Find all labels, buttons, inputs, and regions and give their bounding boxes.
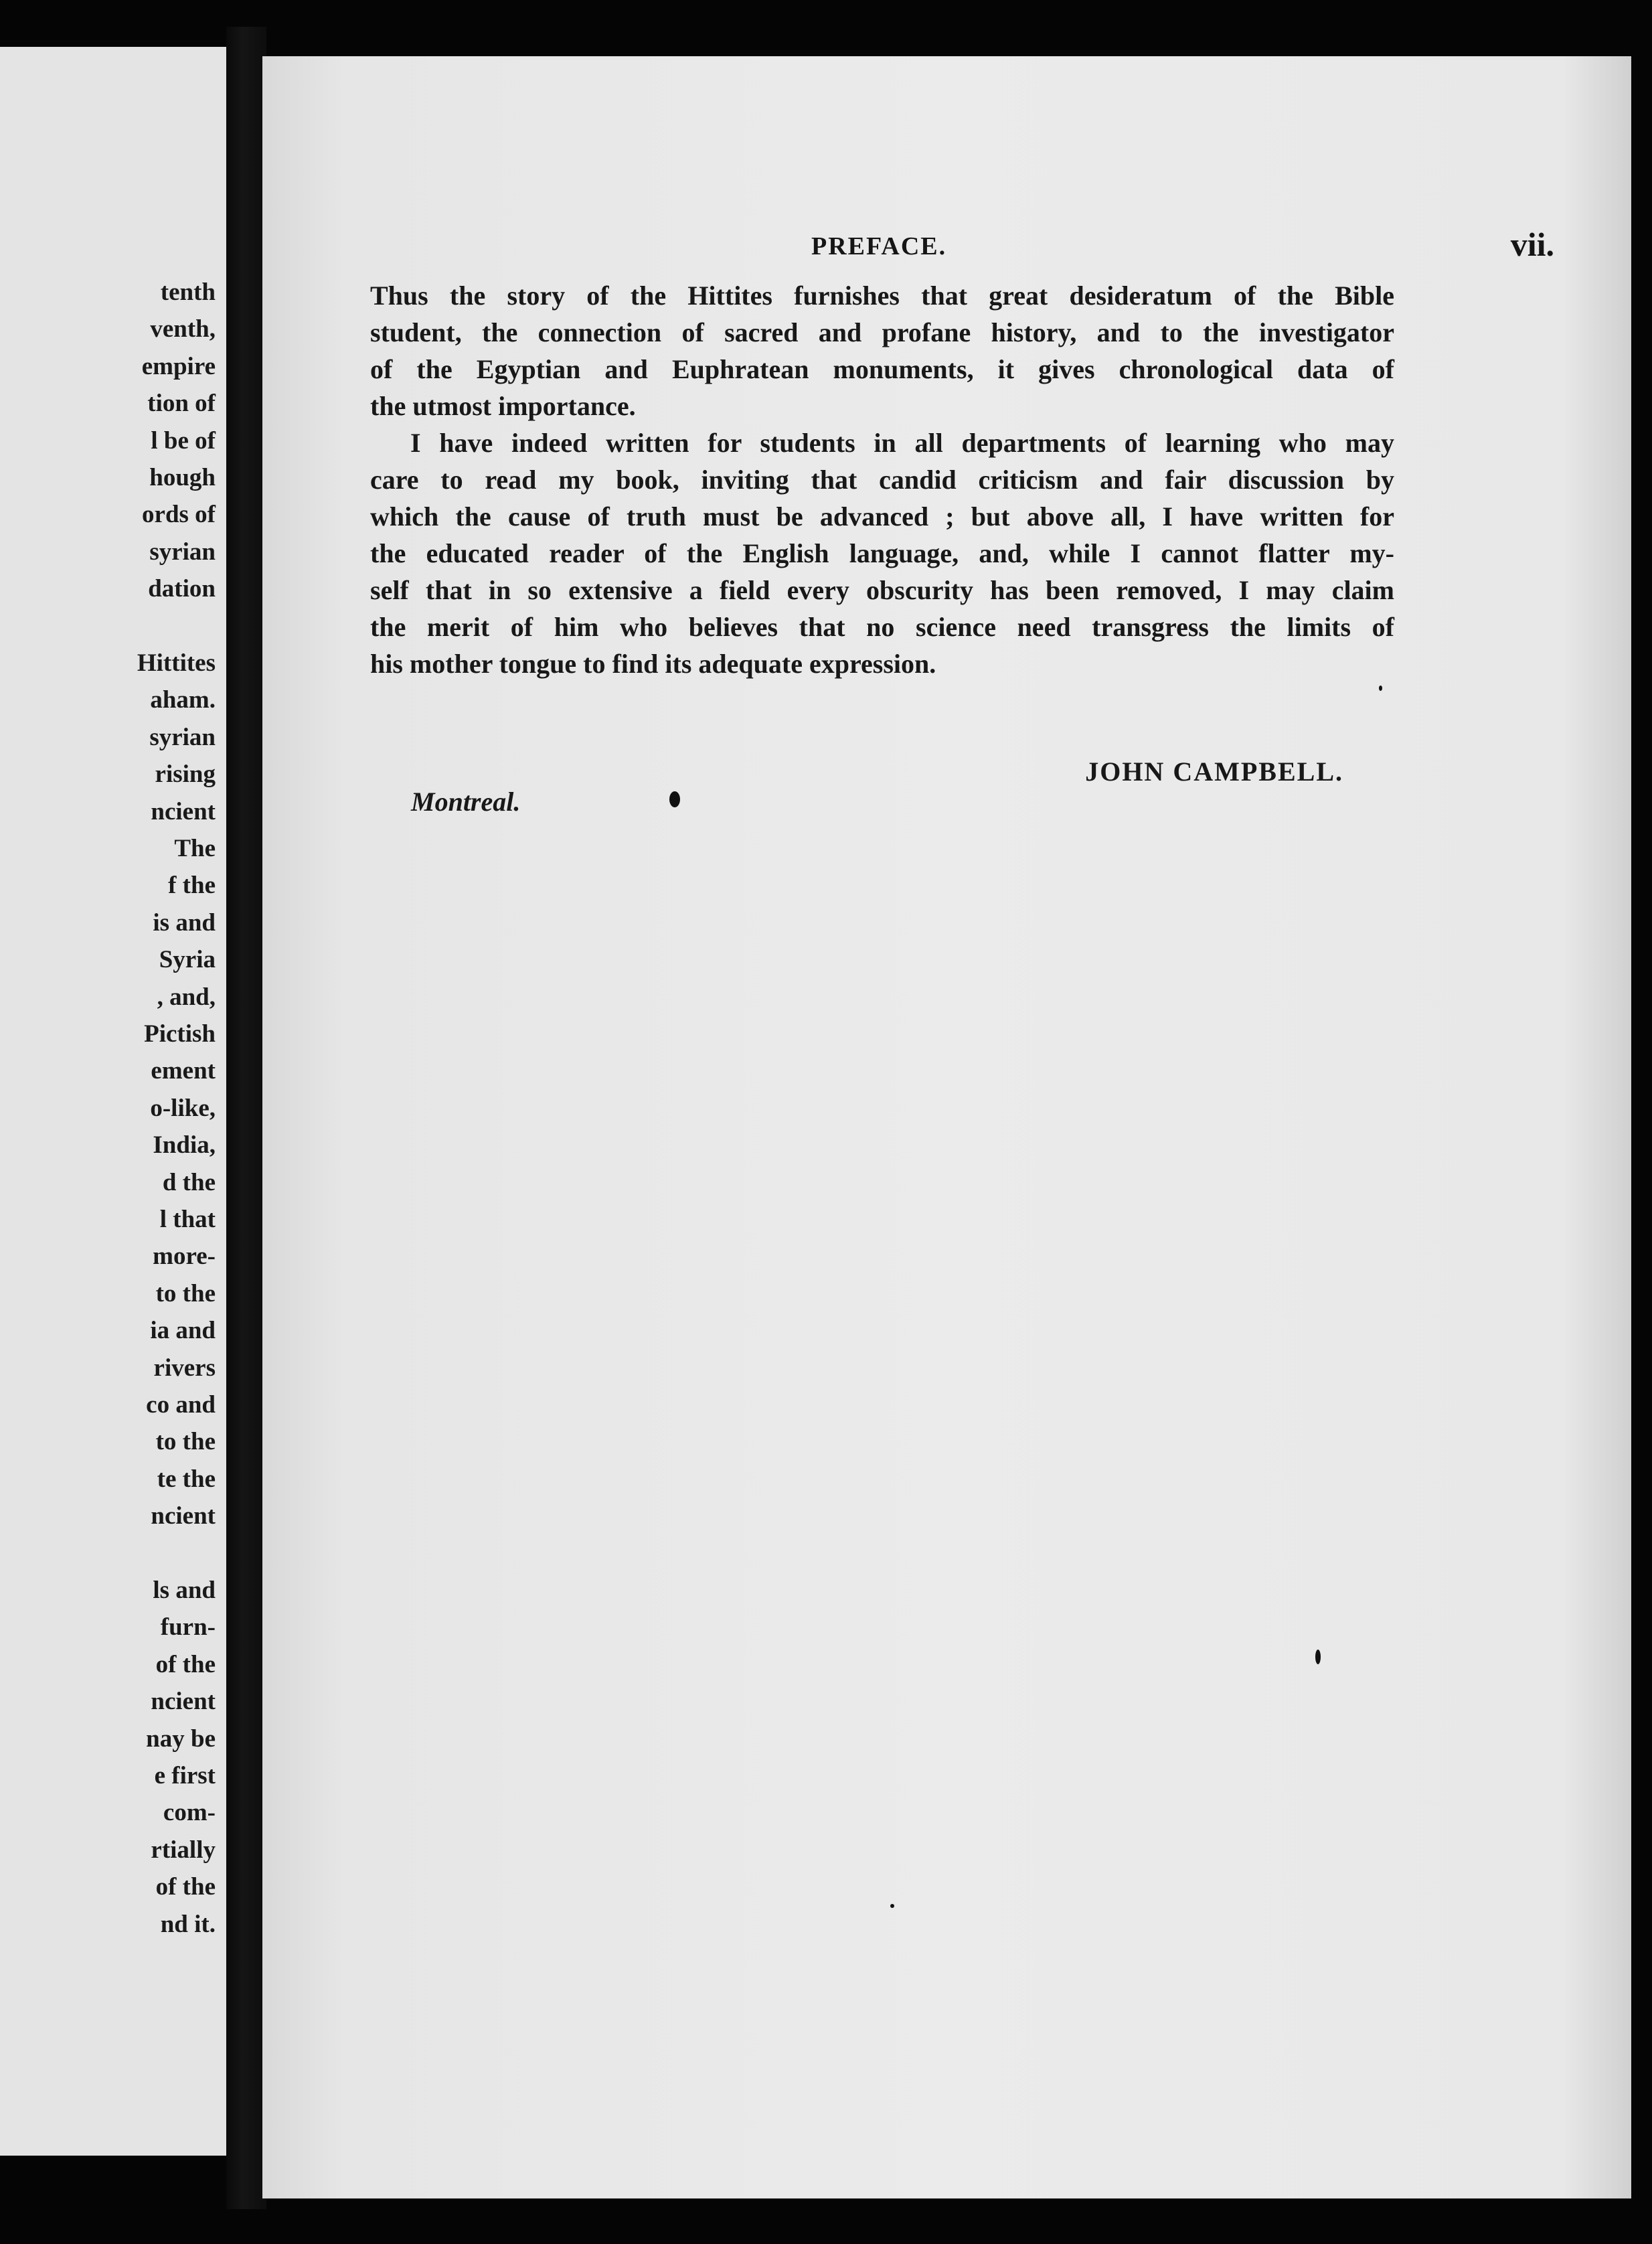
main-page (262, 56, 1631, 2198)
left-page-line: nay be (146, 1725, 216, 1753)
left-page-line: ncient (151, 1688, 216, 1716)
left-page-line: The (174, 835, 216, 862)
left-page-line: ls and (153, 1577, 216, 1604)
paragraph-line: I have indeed written for students in all departments of learning who may (410, 428, 1394, 458)
left-page-line: l be of (151, 426, 216, 455)
left-page-line: is and (153, 908, 216, 937)
left-page-line: l that (159, 1206, 216, 1233)
left-page-line: venth, (150, 315, 216, 343)
book-gutter (226, 27, 266, 2209)
left-page-line: d the (162, 1168, 216, 1196)
left-page-line: tenth (160, 278, 216, 306)
left-page-line: syrian (149, 538, 216, 566)
paragraph-line: self that in so extensive a field every obscurity has been removed, I may claim (370, 575, 1394, 605)
left-page-line: rivers (153, 1354, 216, 1382)
left-page-line: com- (163, 1799, 216, 1827)
ink-speck (890, 1904, 894, 1908)
paragraph-line: of the Egyptian and Euphratean monuments, it gives chronological data of (370, 354, 1394, 384)
left-page-line: ia and (150, 1317, 216, 1345)
left-page-line: to the (155, 1279, 216, 1307)
left-page-line: dation (148, 575, 216, 603)
paragraph-line: care to read my book, inviting that candid criticism and fair discussion by (370, 465, 1394, 495)
ink-speck (1379, 686, 1382, 691)
left-page-line: Pictish (144, 1020, 216, 1048)
ink-speck (669, 791, 680, 807)
page-number: vii. (1510, 226, 1554, 263)
left-page-line: of the (155, 1650, 216, 1678)
paragraph-line: student, the connection of sacred and profane history, and to the investigator (370, 317, 1394, 347)
left-page-line: ncient (151, 797, 216, 825)
left-page-line: rtially (151, 1836, 216, 1864)
paragraph-line: the merit of him who believes that no science need transgress the limits of (370, 612, 1394, 642)
left-page-line: tion of (147, 390, 216, 418)
left-page-line: rising (155, 760, 216, 789)
left-page-line: of the (155, 1873, 216, 1901)
left-page-line: syrian (149, 723, 216, 751)
left-facing-page (0, 47, 226, 2156)
ink-speck (1315, 1650, 1321, 1664)
left-page-line: f the (168, 872, 216, 900)
left-page-line: e first (154, 1762, 216, 1789)
left-page-line: India, (153, 1131, 216, 1159)
left-page-line: Syria (159, 946, 216, 974)
body-text (370, 277, 1394, 682)
left-page-line: empire (141, 352, 216, 380)
left-page-line: more- (153, 1243, 216, 1271)
left-page-line: to the (155, 1428, 216, 1456)
left-page-line: co and (146, 1391, 216, 1419)
left-page-line: , and, (157, 983, 216, 1011)
paragraph-line: the utmost importance. (370, 391, 636, 421)
paragraph-2 (370, 424, 1394, 682)
left-page-line: ords of (142, 501, 216, 529)
author-signature: JOHN CAMPBELL. (1085, 756, 1343, 787)
place-line: Montreal. (411, 787, 521, 817)
paragraph-1 (370, 277, 1394, 424)
paragraph-line: which the cause of truth must be advanced ; but above all, I have written for (370, 501, 1394, 532)
paragraph-line: Thus the story of the Hittites furnishes that great desideratum of the Bible (370, 280, 1394, 311)
left-page-line: ncient (151, 1502, 216, 1530)
paragraph-line: the educated reader of the English language, and, while I cannot flatter my- (370, 538, 1394, 568)
paragraph-line: his mother tongue to find its adequate expression. (370, 649, 936, 679)
left-page-line: aham. (150, 686, 216, 714)
left-page-line: ement (151, 1057, 216, 1085)
left-page-line: hough (149, 464, 216, 491)
running-head: PREFACE. (811, 232, 947, 260)
left-page-line: furn- (160, 1613, 216, 1641)
left-page-line: nd it. (160, 1910, 216, 1938)
left-page-line: o-like, (150, 1094, 216, 1122)
left-page-line: te the (157, 1465, 216, 1493)
left-page-line: Hittites (137, 649, 216, 677)
